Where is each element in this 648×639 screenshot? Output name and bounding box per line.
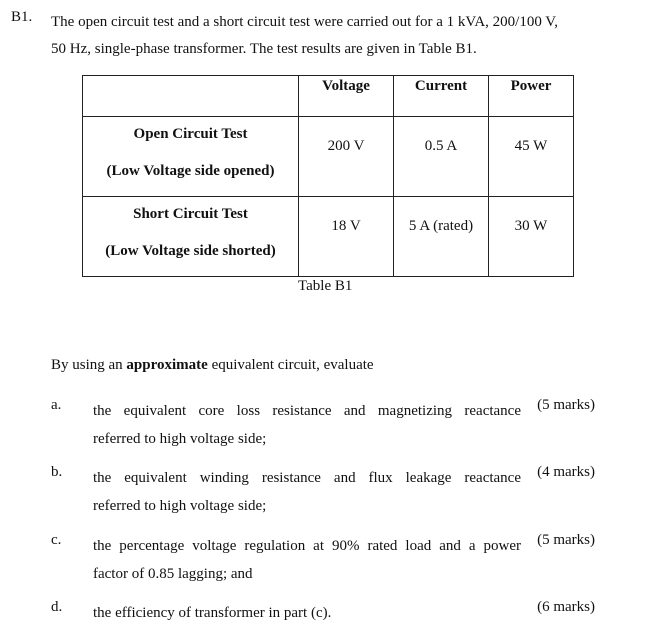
- row-label-line1: Short Circuit Test: [133, 205, 248, 222]
- table-row: [83, 197, 574, 277]
- item-marks: (5 marks): [537, 532, 595, 548]
- item-text: the percentage voltage regulation at 90% rated load and a power factor of 0.85 lagging; and: [93, 538, 521, 582]
- cell-voltage: 18 V: [299, 197, 394, 277]
- question-intro: [51, 9, 621, 63]
- item-letter: b.: [51, 464, 63, 480]
- item-letter: a.: [51, 397, 62, 413]
- item-text: the equivalent core loss resistance and magnetizing reactance referred to high voltage side;: [93, 403, 521, 447]
- table-caption: Table B1: [298, 278, 353, 294]
- table-header-row: [83, 76, 574, 117]
- item-marks: (6 marks): [537, 599, 595, 615]
- item-letter: d.: [51, 599, 63, 615]
- cell-power: 45 W: [489, 117, 574, 197]
- question-number: B1.: [11, 9, 33, 25]
- cell-power: 30 W: [489, 197, 574, 277]
- row-label-line1: Open Circuit Test: [133, 125, 248, 142]
- row-label-line2: (Low Voltage side opened): [106, 162, 275, 179]
- intro-line-2: 50 Hz, single-phase transformer. The test results are given in Table B1.: [51, 41, 477, 57]
- row-label-open-circuit: [83, 117, 299, 197]
- header-voltage: Voltage: [299, 76, 394, 117]
- intro-line-1: The open circuit test and a short circuit test were carried out for a 1 kVA, 200/100 V,: [51, 14, 558, 30]
- item-text: the equivalent winding resistance and flux leakage reactance referred to high voltage side;: [93, 470, 521, 514]
- lead-bold-word: approximate: [126, 357, 208, 373]
- test-results-table: [82, 75, 574, 277]
- header-power: Power: [489, 76, 574, 117]
- header-current: Current: [394, 76, 489, 117]
- lead-sentence: By using an approximate equivalent circuit, evaluate: [51, 357, 374, 373]
- item-marks: (4 marks): [537, 464, 595, 480]
- cell-voltage: 200 V: [299, 117, 394, 197]
- cell-current: 5 A (rated): [394, 197, 489, 277]
- item-letter: c.: [51, 532, 62, 548]
- item-marks: (5 marks): [537, 397, 595, 413]
- row-label-line2: (Low Voltage side shorted): [105, 242, 276, 259]
- header-empty: [83, 76, 299, 117]
- table-row: [83, 117, 574, 197]
- row-label-short-circuit: [83, 197, 299, 277]
- cell-current: 0.5 A: [394, 117, 489, 197]
- item-text: the efficiency of transformer in part (c).: [93, 605, 332, 621]
